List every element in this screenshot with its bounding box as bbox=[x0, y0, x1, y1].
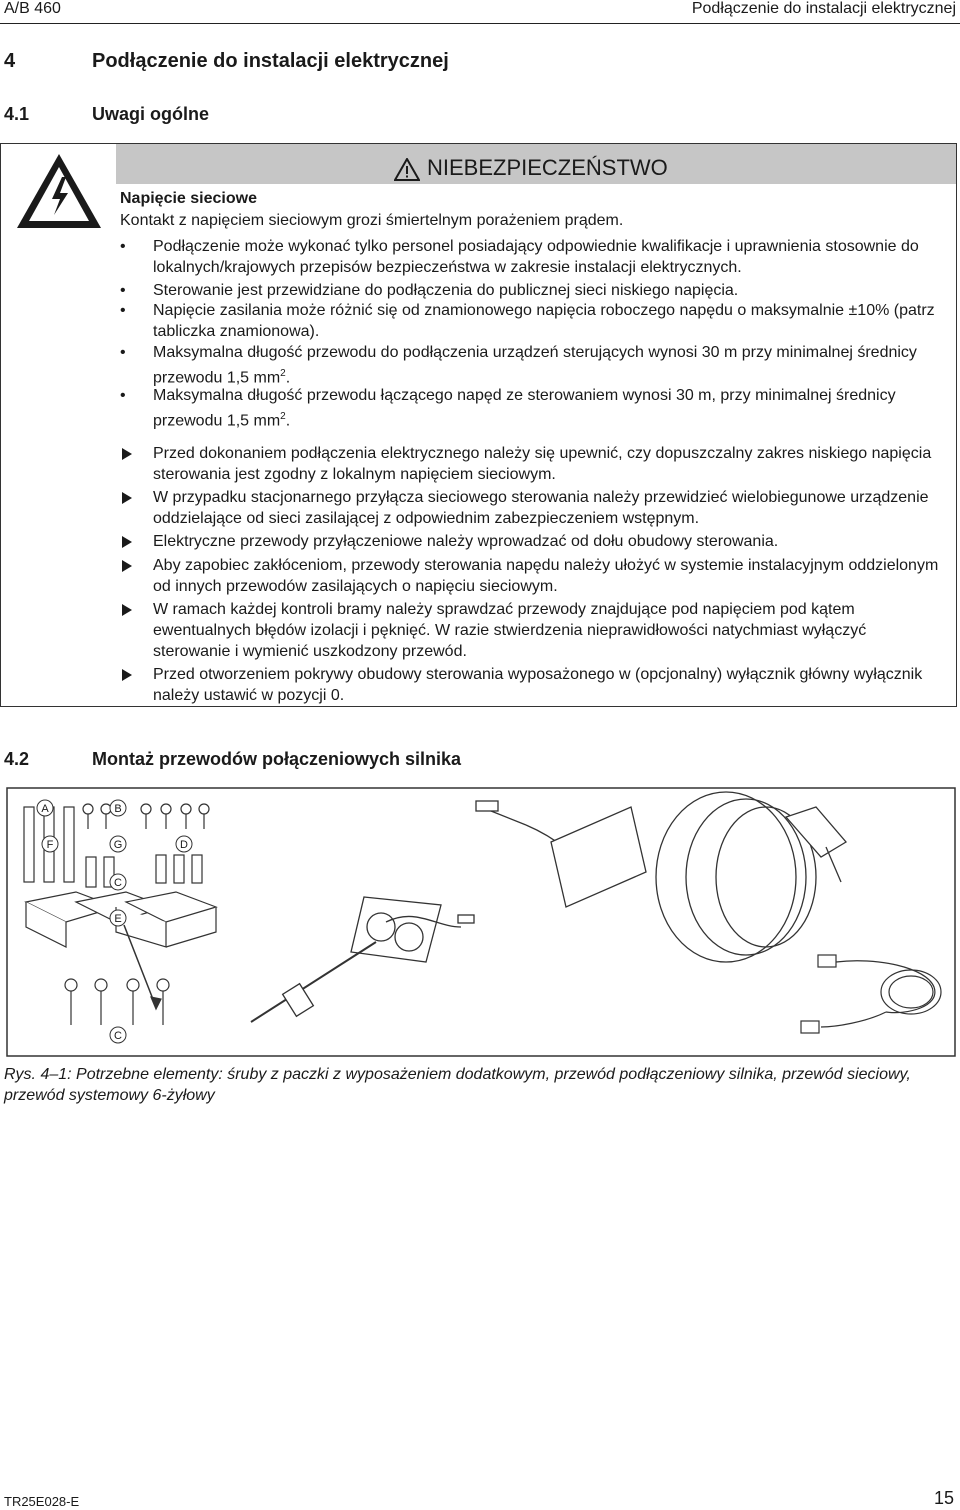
fig-label-d: D bbox=[180, 839, 188, 851]
action-arrow-icon bbox=[122, 448, 132, 460]
action-arrow-icon bbox=[122, 536, 132, 548]
bullet-text: Maksymalna długość przewodu do podłączenia urządzeń sterujących wynosi 30 m przy minimalnej średnicy przewodu 1,5 $mm^2$. bbox=[153, 344, 917, 387]
bullet-text: Maksymalna długość przewodu łączącego napęd ze sterowaniem wynosi 30 m, przy minimalnej średnicy przewodu 1,5 $mm^2$. bbox=[153, 387, 896, 430]
fig-label-g: G bbox=[113, 839, 123, 851]
section-heading-4-1 bbox=[4, 104, 209, 125]
warning-triangle-icon bbox=[394, 158, 420, 181]
chapter-number: 4 bbox=[4, 50, 16, 72]
action-text: W ramach każdej kontroli bramy należy sprawdzać przewody znajdujące pod napięciem pod kątem ewentualnych błędów izolacji i pęknięć. W razie stwierdzenia nieprawidłowości natychmiast wyłączyć sterowanie i wymienić uszkodzony przewód. bbox=[153, 601, 867, 660]
header-rule bbox=[0, 23, 960, 24]
bullet-text: Sterowanie jest przewidziane do podłączenia do publicznej sieci niskiego napięcia. bbox=[153, 282, 739, 299]
action-arrow-icon bbox=[122, 669, 132, 681]
danger-heading: Napięcie sieciowe bbox=[120, 190, 257, 207]
fig-label-c: C bbox=[114, 877, 122, 889]
fig-label-f: F bbox=[46, 839, 54, 851]
action-text: Aby zapobiec zakłóceniom, przewody sterowania napędu należy ułożyć w systemie instalacyjnym oddzielonym od innych przewodów zasilających o napięciu sieciowym. bbox=[153, 557, 939, 595]
bullet-dot: • bbox=[120, 387, 126, 404]
section-heading-4-2 bbox=[4, 749, 461, 770]
parts-illustration bbox=[6, 787, 956, 1057]
fig-label-b: B bbox=[114, 803, 122, 815]
page-number: 15 bbox=[933, 1488, 954, 1508]
action-arrow-icon bbox=[122, 492, 132, 504]
action-text: W przypadku stacjonarnego przyłącza sieciowego sterowania należy przewidzieć wielobiegunowe urządzenie oddzielające od sieci zasilającej z odpowiednim zabezpieczeniem wstępnym. bbox=[153, 489, 929, 527]
bullet-text: Podłączenie może wykonać tylko personel posiadający odpowiednie kwalifikacje i uprawnienia stosownie do lokalnych/krajowych przepisów bezpieczeństwa w zakresie instalacji elektrycznych. bbox=[153, 238, 919, 276]
section-number: 4.1 bbox=[4, 104, 30, 124]
bullet-dot: • bbox=[120, 238, 126, 255]
action-text: Przed otworzeniem pokrywy obudowy sterowania wyposażonego w (opcjonalny) wyłącznik główny wyłącznik należy ustawić w pozycji 0. bbox=[153, 666, 923, 704]
electric-shock-warning-icon bbox=[14, 151, 104, 231]
danger-label: NIEBEZPIECZEŃSTWO bbox=[427, 155, 668, 180]
section-title: Montaż przewodów połączeniowych silnika bbox=[92, 749, 462, 769]
bullet-text: Napięcie zasilania może różnić się od znamionowego napięcia roboczego napędu o maksymalnie ±10% (patrz tabliczka znamionowa). bbox=[153, 302, 935, 340]
doc-code: A/B 460 bbox=[4, 0, 61, 17]
action-arrow-icon bbox=[122, 604, 132, 616]
fig-label-a: A bbox=[41, 803, 49, 815]
bullet-dot: • bbox=[120, 282, 126, 299]
danger-lead: Kontakt z napięciem sieciowym grozi śmiertelnym porażeniem prądem. bbox=[120, 212, 624, 229]
chapter-heading bbox=[4, 50, 449, 73]
action-text: Przed dokonaniem podłączenia elektrycznego należy się upewnić, czy dopuszczalny zakres niskiego napięcia sterowania jest zgodny z lokalnym napięciem sieciowym. bbox=[153, 445, 932, 483]
chapter-title: Podłączenie do instalacji elektrycznej bbox=[92, 50, 449, 72]
section-number: 4.2 bbox=[4, 749, 30, 769]
action-text: Elektryczne przewody przyłączeniowe należy wprowadzać od dołu obudowy sterowania. bbox=[153, 533, 779, 550]
fig-label-c-2: C bbox=[114, 1030, 122, 1042]
header-section-title: Podłączenie do instalacji elektrycznej bbox=[691, 0, 956, 17]
bullet-dot: • bbox=[120, 344, 126, 361]
section-title: Uwagi ogólne bbox=[92, 104, 209, 124]
figure-caption: Rys. 4–1: Potrzebne elementy: śruby z paczki z wyposażeniem dodatkowym, przewód podłączeniowy silnika, przewód sieciowy, przewód systemowy 6-żyłowy bbox=[4, 1066, 911, 1104]
bullet-dot: • bbox=[120, 302, 126, 319]
fig-label-e: E bbox=[114, 913, 122, 925]
footer-doc-id: TR25E028-E bbox=[4, 1494, 80, 1509]
action-arrow-icon bbox=[122, 560, 132, 572]
